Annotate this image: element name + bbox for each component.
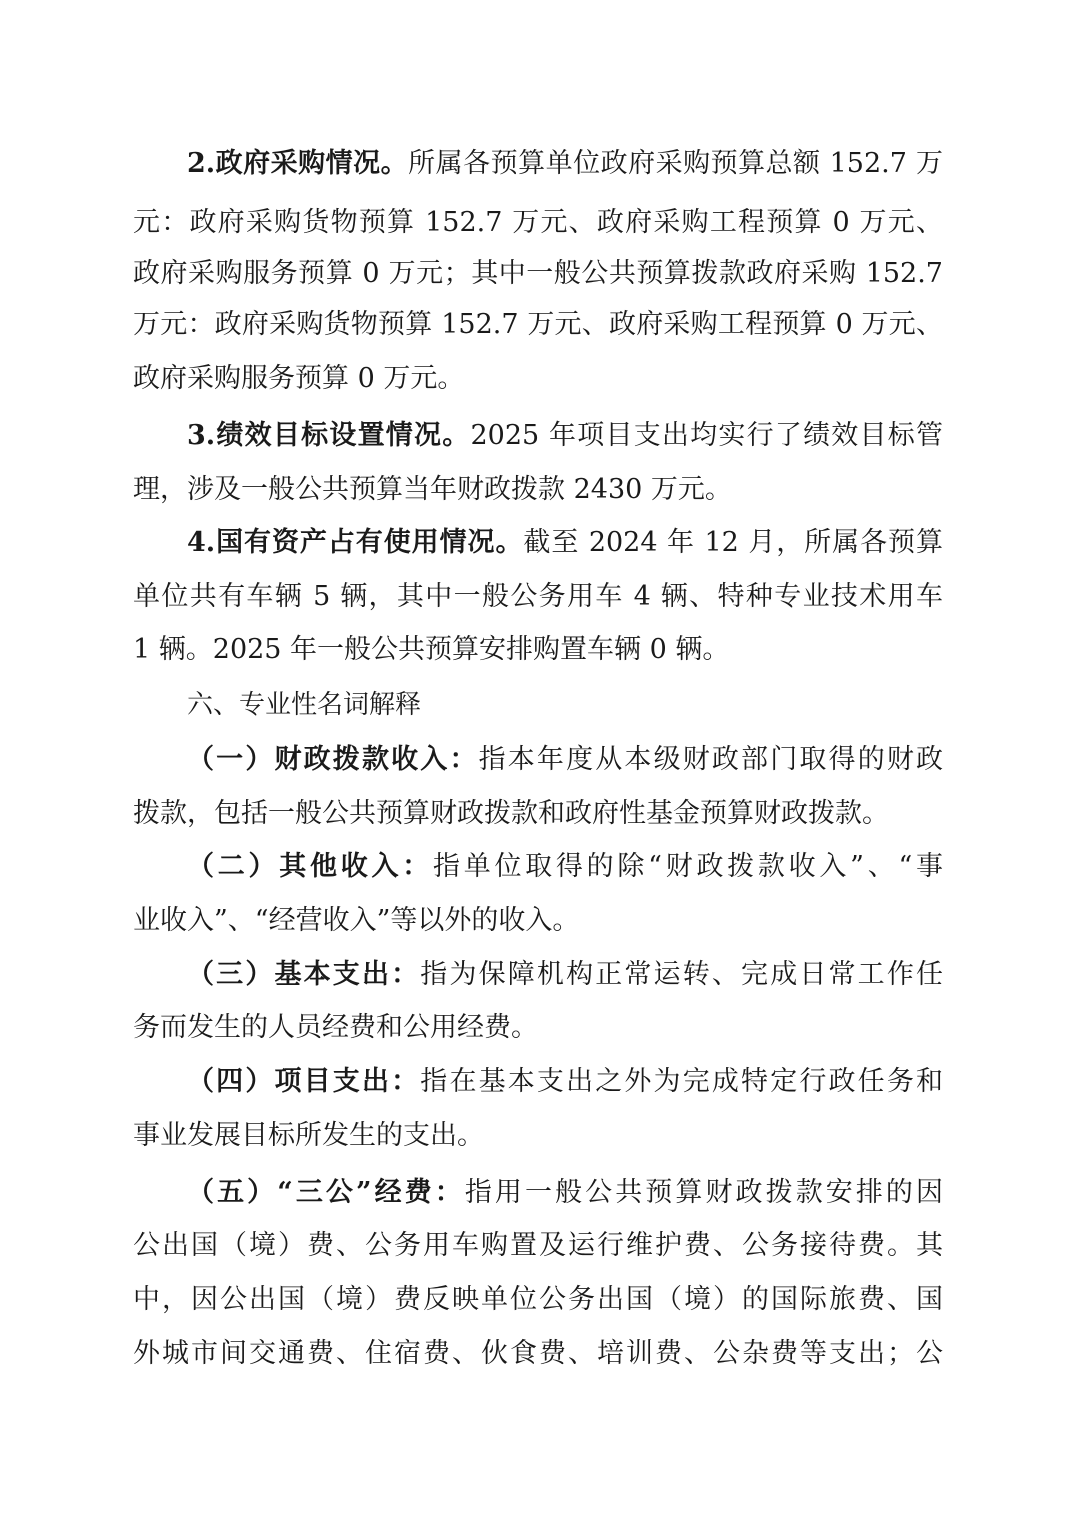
paragraph-text: 政府采购服务预算 0 万元；其中一般公共预算拨款政府采购 152.7	[133, 258, 943, 289]
procurement-paragraph-line-1	[187, 144, 943, 184]
glossary-definition: 指单位取得的除“财政拨款收入”、“事	[432, 851, 943, 882]
glossary-item-1-line-1	[187, 740, 943, 780]
glossary-term: （一）财政拨款收入：	[187, 744, 479, 775]
glossary-term: （五）“三公”经费：	[187, 1177, 465, 1208]
procurement-paragraph-line-4	[133, 305, 943, 345]
performance-paragraph-line-1	[187, 416, 943, 456]
paragraph-text: 所属各预算单位政府采购预算总额 152.7 万	[408, 148, 943, 179]
paragraph-text: 政府采购服务预算 0 万元。	[133, 363, 465, 394]
paragraph-text: 截至 2024 年 12 月，所属各预算	[523, 527, 943, 558]
assets-heading: 4.国有资产占有使用情况。	[187, 527, 524, 558]
glossary-definition: 务而发生的人员经费和公用经费。	[133, 1012, 538, 1043]
glossary-item-4-line-1	[187, 1062, 943, 1102]
glossary-definition: 指用一般公共预算财政拨款安排的因	[464, 1177, 943, 1208]
glossary-item-5-line-4	[133, 1334, 943, 1374]
paragraph-text: 2025 年项目支出均实行了绩效目标管	[470, 420, 943, 451]
paragraph-text: 万元：政府采购货物预算 152.7 万元、政府采购工程预算 0 万元、	[133, 309, 943, 340]
procurement-paragraph-line-3	[133, 254, 943, 294]
glossary-definition: 事业发展目标所发生的支出。	[133, 1120, 484, 1151]
glossary-item-3-line-2	[133, 1008, 943, 1048]
glossary-item-5-line-3	[133, 1280, 943, 1320]
section-heading-glossary	[187, 685, 943, 725]
procurement-heading: 2.政府采购情况。	[187, 148, 409, 179]
procurement-paragraph-line-2	[133, 203, 943, 243]
glossary-definition: 指本年度从本级财政部门取得的财政	[478, 744, 943, 775]
performance-heading: 3.绩效目标设置情况。	[187, 420, 471, 451]
glossary-definition: 指在基本支出之外为完成特定行政任务和	[420, 1066, 943, 1097]
assets-paragraph-line-3	[133, 630, 943, 670]
glossary-item-5-line-2	[133, 1226, 943, 1266]
glossary-term: （四）项目支出：	[187, 1066, 421, 1097]
glossary-definition: 公出国（境）费、公务用车购置及运行维护费、公务接待费。其	[133, 1230, 943, 1261]
glossary-term: （三）基本支出：	[187, 959, 421, 990]
glossary-definition: 拨款，包括一般公共预算财政拨款和政府性基金预算财政拨款。	[133, 798, 889, 829]
glossary-definition: 外城市间交通费、住宿费、伙食费、培训费、公杂费等支出；公	[133, 1338, 943, 1369]
glossary-item-5-line-1	[187, 1173, 943, 1213]
paragraph-text: 单位共有车辆 5 辆，其中一般公务用车 4 辆、特种专业技术用车	[133, 581, 943, 612]
glossary-item-2-line-1	[187, 847, 943, 887]
procurement-paragraph-line-5	[133, 359, 943, 399]
section-heading-text: 六、专业性名词解释	[187, 690, 422, 720]
assets-paragraph-line-2	[133, 577, 943, 617]
performance-paragraph-line-2	[133, 470, 943, 510]
glossary-item-1-line-2	[133, 794, 943, 834]
paragraph-text: 1 辆。2025 年一般公共预算安排购置车辆 0 辆。	[133, 634, 730, 665]
glossary-definition: 指为保障机构正常运转、完成日常工作任	[420, 959, 943, 990]
paragraph-text: 元：政府采购货物预算 152.7 万元、政府采购工程预算 0 万元、	[133, 207, 943, 238]
paragraph-text: 理，涉及一般公共预算当年财政拨款 2430 万元。	[133, 474, 732, 505]
glossary-term: （二）其他收入：	[187, 851, 433, 882]
assets-paragraph-line-1	[187, 523, 943, 563]
glossary-definition: 中，因公出国（境）费反映单位公务出国（境）的国际旅费、国	[133, 1284, 943, 1315]
glossary-item-2-line-2	[133, 901, 943, 941]
glossary-item-4-line-2	[133, 1116, 943, 1156]
glossary-definition: 业收入”、“经营收入”等以外的收入。	[133, 905, 580, 936]
glossary-item-3-line-1	[187, 955, 943, 995]
